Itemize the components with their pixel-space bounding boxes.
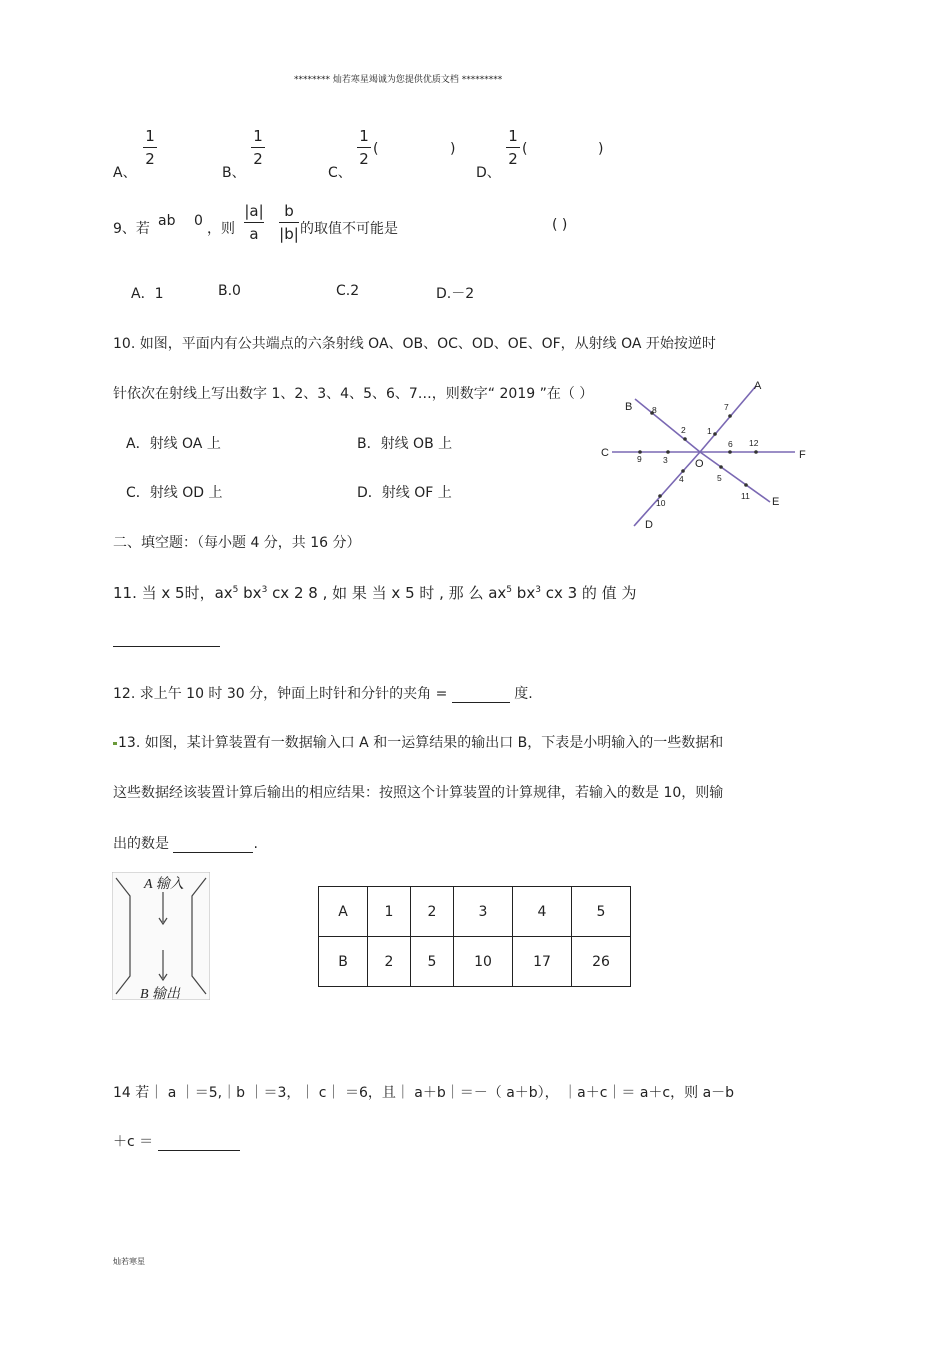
svg-text:3: 3 <box>663 455 668 465</box>
page-footer: 灿若寒星 <box>113 1257 145 1266</box>
q8-option-a-label: A、 <box>113 165 137 181</box>
q9-option-c: C.2 <box>336 283 360 299</box>
q9-zero: 0 <box>194 213 203 229</box>
q8-fraction-c: 1 2 <box>357 127 371 168</box>
q13-line-2: 这些数据经该装置计算后输出的相应结果：按照这个计算装置的计算规律，若输入的数是 10，则输 <box>113 785 724 801</box>
section-2-heading: 二、填空题：（每小题 4 分，共 16 分） <box>113 535 361 551</box>
svg-text:8: 8 <box>652 405 657 415</box>
rays-figure <box>590 372 820 537</box>
q9-fraction-a: |a| a <box>244 202 264 243</box>
q8-c-paren-open: ( <box>373 141 379 157</box>
q12-answer-blank[interactable] <box>452 702 510 703</box>
q9-condition: ab <box>158 213 176 229</box>
ray-label-b: B <box>625 401 633 413</box>
q13-data-table <box>318 886 631 987</box>
device-input-label: A 输入 <box>144 877 184 892</box>
q8-fraction-a: 1 2 <box>143 127 157 168</box>
q13-answer-blank[interactable] <box>173 852 253 853</box>
svg-text:5: 5 <box>717 473 722 483</box>
q10-option-a: A．射线 OA 上 <box>126 436 221 452</box>
q9-option-b: B.0 <box>218 283 241 299</box>
ray-label-d: D <box>645 519 653 531</box>
ray-label-f: F <box>799 449 806 461</box>
q8-d-paren-open: ( <box>522 141 528 157</box>
q10-option-d: D．射线 OF 上 <box>357 485 452 501</box>
q10-line-2: 针依次在射线上写出数字 1、2、3、4、5、6、7…，则数字“ 2019 ”在（ ） <box>113 386 594 402</box>
svg-text:7: 7 <box>724 402 729 412</box>
ray-label-e: E <box>772 496 780 508</box>
q9-option-a: A．1 <box>131 286 164 302</box>
calculator-device-figure <box>112 872 210 1000</box>
q9-then: ，则 <box>207 221 235 237</box>
q9-prefix: 9、若 <box>113 221 150 237</box>
q8-c-paren-close: ) <box>450 141 456 157</box>
q8-fraction-d: 1 2 <box>506 127 520 168</box>
q8-option-b-label: B、 <box>222 165 246 181</box>
q9-tail: 的取值不可能是 <box>300 221 398 237</box>
q9-answer-paren: ( ) <box>552 217 568 233</box>
ray-label-c: C <box>601 447 609 459</box>
q14-answer-blank[interactable] <box>158 1150 240 1151</box>
q10-option-c: C．射线 OD 上 <box>126 485 223 501</box>
svg-text:9: 9 <box>637 454 642 464</box>
q12-line: 12. 求上午 10 时 30 分，钟面上时针和分针的夹角 = 度. <box>113 686 533 702</box>
svg-text:11: 11 <box>741 491 750 501</box>
q8-fraction-b: 1 2 <box>251 127 265 168</box>
q10-option-b: B．射线 OB 上 <box>357 436 453 452</box>
svg-text:1: 1 <box>707 426 712 436</box>
q11-line: 11. 当 x 5时，$ax^5$ $bx^3$ cx 2 8 , 如 果 当 x 5 时 , 那 么 $ax^5$ $bx^3$ cx 3 的 值 为 <box>113 584 637 602</box>
ray-label-o: O <box>695 458 704 470</box>
svg-text:6: 6 <box>728 439 733 449</box>
table-row: B 2 5 10 17 26 <box>319 937 631 987</box>
q14-line-2: ＋c ＝ <box>113 1131 240 1151</box>
q14-line-1: 14 若｜ a ｜＝5,｜b ｜＝3，｜ c｜ ＝6，且｜ a＋b｜＝－（ a＋b）， ｜a＋c｜＝ a＋c，则 a－b <box>113 1085 735 1101</box>
q8-d-paren-close: ) <box>598 141 604 157</box>
table-row: A 1 2 3 4 5 <box>319 887 631 937</box>
ray-oe <box>700 452 770 502</box>
svg-text:4: 4 <box>679 474 684 484</box>
ray-label-a: A <box>754 380 762 392</box>
q11-answer-blank[interactable] <box>113 646 220 647</box>
q9-option-d: D.－2 <box>436 286 475 302</box>
q9-fraction-b: b |b| <box>279 202 299 243</box>
device-output-label: B 输出 <box>140 987 181 1000</box>
svg-text:12: 12 <box>749 438 759 448</box>
q8-option-d-label: D、 <box>476 165 501 181</box>
svg-text:2: 2 <box>681 425 686 435</box>
q10-line-1: 10. 如图，平面内有公共端点的六条射线 OA、OB、OC、OD、OE、OF，从射线 OA 开始按逆时 <box>113 336 716 352</box>
q13-line-1: 13. 如图，某计算装置有一数据输入口 A 和一运算结果的输出口 B，下表是小明输入的一些数据和 <box>113 732 723 752</box>
svg-text:10: 10 <box>656 498 666 508</box>
q13-line-3: 出的数是 . <box>113 836 258 852</box>
ray-ob <box>635 399 700 452</box>
page-header: ******** 灿若寒星竭诚为您提供优质文档 ********* <box>294 75 503 85</box>
q8-option-c-label: C、 <box>328 165 352 181</box>
